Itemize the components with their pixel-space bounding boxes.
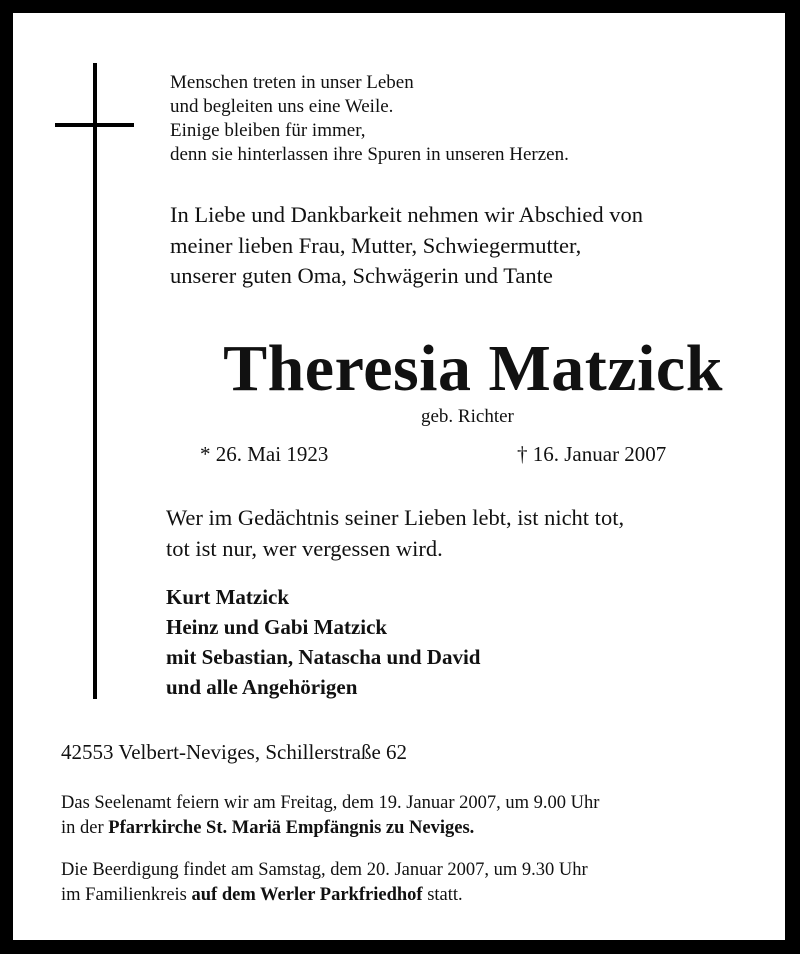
cross-icon-bar: [55, 123, 134, 127]
mourners-list: [166, 582, 480, 702]
burial-prefix: im Familienkreis: [61, 885, 192, 905]
poem-line: Menschen treten in unser Leben: [170, 72, 414, 93]
family-address: 42553 Velbert-Neviges, Schillerstraße 62: [61, 740, 408, 764]
birth-date: * 26. Mai 1923: [200, 442, 329, 466]
quote-line: Wer im Gedächtnis seiner Lieben lebt, ist nicht tot,: [166, 505, 625, 530]
intro-line: meiner lieben Frau, Mutter, Schwiegermutter,: [170, 232, 582, 258]
poem-line: denn sie hinterlassen ihre Spuren in unseren Herzen.: [170, 144, 569, 165]
quote-line: tot ist nur, wer vergessen wird.: [166, 535, 443, 561]
deceased-name: Theresia Matzick: [223, 332, 723, 405]
obituary-notice: [13, 13, 785, 940]
requiem-line: [61, 816, 599, 841]
memorial-quote: [166, 503, 624, 564]
burial-line: [61, 883, 588, 908]
poem-line: und begleiten uns eine Weile.: [170, 96, 394, 117]
poem-line: Einige bleiben für immer,: [170, 120, 366, 141]
mourner: Heinz und Gabi Matzick: [166, 615, 388, 639]
requiem-prefix: in der: [61, 818, 109, 838]
mourner: und alle Angehörigen: [166, 675, 358, 699]
death-date: † 16. Januar 2007: [517, 442, 667, 466]
burial-suffix: statt.: [422, 885, 463, 905]
burial-info: [61, 858, 588, 908]
farewell-intro: [170, 200, 643, 292]
mourner: Kurt Matzick: [166, 585, 290, 609]
poem: [170, 71, 569, 167]
intro-line: unserer guten Oma, Schwägerin und Tante: [170, 263, 553, 288]
mourner: mit Sebastian, Natascha und David: [166, 645, 481, 669]
intro-line: In Liebe und Dankbarkeit nehmen wir Abschied von: [170, 202, 643, 227]
burial-cemetery: auf dem Werler Parkfriedhof: [191, 885, 423, 905]
birth-name: geb. Richter: [421, 406, 514, 427]
requiem-info: [61, 791, 599, 841]
requiem-line: Das Seelenamt feiern wir am Freitag, dem 19. Januar 2007, um 9.00 Uhr: [61, 793, 600, 813]
burial-line: Die Beerdigung findet am Samstag, dem 20. Januar 2007, um 9.30 Uhr: [61, 860, 588, 880]
requiem-church: Pfarrkirche St. Mariä Empfängnis zu Neviges.: [108, 818, 475, 838]
